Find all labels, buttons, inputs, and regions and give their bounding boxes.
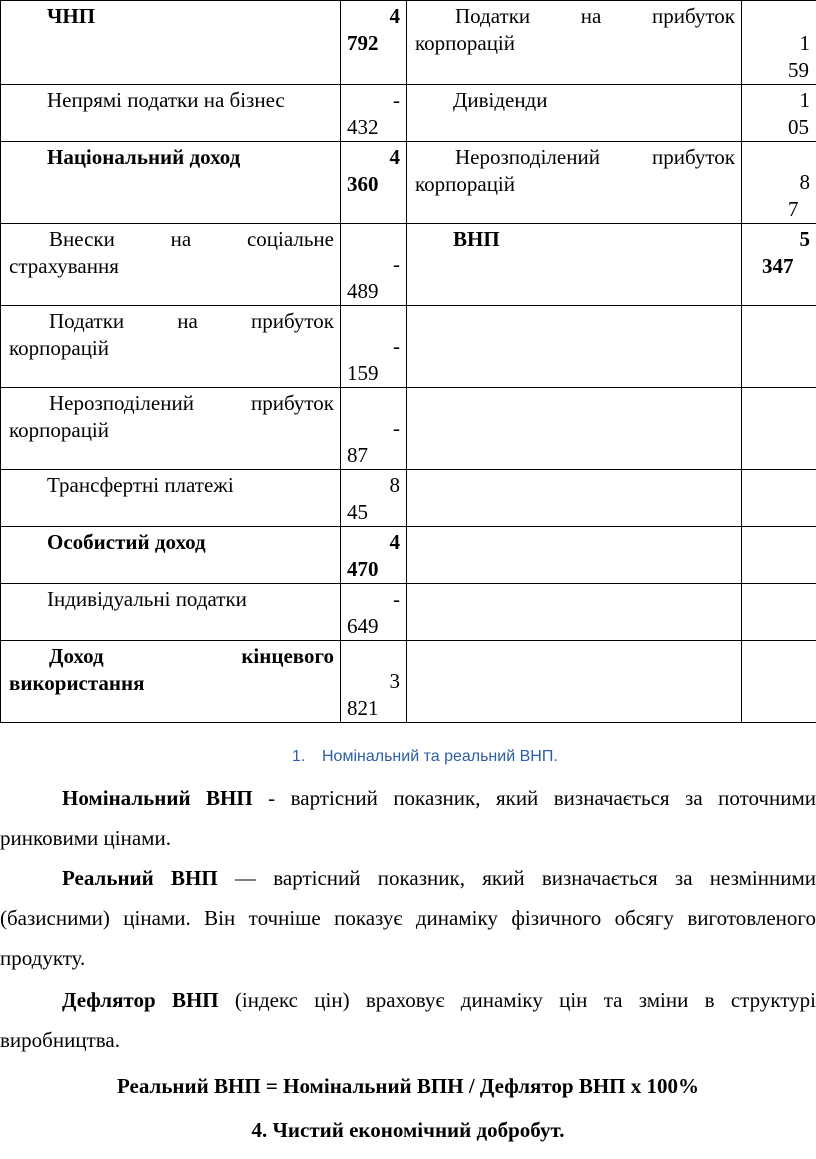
table-cell xyxy=(742,388,816,470)
table-row xyxy=(1,527,816,584)
table-cell: Нерозподілений прибуток корпорацій xyxy=(407,142,742,224)
paragraph-deflator: Дефлятор ВНП (індекс цін) враховує динаміку цін та зміни в структурі виробництва. xyxy=(0,988,816,1052)
table-cell: ЧНП xyxy=(1,1,341,85)
table-row xyxy=(1,1,816,85)
table-cell: Індивідуальні податки xyxy=(1,584,341,641)
table-cell: 8 45 xyxy=(341,470,407,527)
table-cell: 4 792 xyxy=(341,1,407,85)
table-row xyxy=(1,641,816,723)
table-cell xyxy=(407,527,742,584)
table-cell xyxy=(742,306,816,388)
table-cell: 4 360 xyxy=(341,142,407,224)
table-cell: Трансфертні платежі xyxy=(1,470,341,527)
table-cell: 3 821 xyxy=(341,641,407,723)
table-row xyxy=(1,142,816,224)
table-cell: 5 347 xyxy=(742,224,816,306)
table-cell: Внески на соціальне страхування xyxy=(1,224,341,306)
table-cell: ВНП xyxy=(407,224,742,306)
table-cell xyxy=(407,388,742,470)
table-row xyxy=(1,584,816,641)
table-cell xyxy=(407,584,742,641)
table-cell: Нерозподілений прибуток корпорацій xyxy=(1,388,341,470)
table-cell: - 489 xyxy=(341,224,407,306)
table-cell: - 649 xyxy=(341,584,407,641)
table-cell: Непрямі податки на бізнес xyxy=(1,85,341,142)
paragraph-nominal-gnp: Номінальний ВНП - вартісний показник, який визначається за поточними ринковими цінами. xyxy=(0,786,816,850)
formula: Реальний ВНП = Номінальний ВПН / Дефлятор ВНП х 100% xyxy=(116,1074,699,1098)
table-cell xyxy=(742,584,816,641)
table-cell: Особистий доход xyxy=(1,527,341,584)
table-cell: 4 470 xyxy=(341,527,407,584)
table-cell: - 159 xyxy=(341,306,407,388)
table-row xyxy=(1,306,816,388)
table-cell: - 432 xyxy=(341,85,407,142)
table-cell: 1 05 xyxy=(742,85,816,142)
table-cell: - 87 xyxy=(341,388,407,470)
table-row xyxy=(1,85,816,142)
table-cell: 1 59 xyxy=(742,1,816,85)
table-row xyxy=(1,470,816,527)
table-cell: Національний доход xyxy=(1,142,341,224)
table-cell xyxy=(407,306,742,388)
section-heading: 1. Номінальний та реальний ВНП. xyxy=(292,748,558,765)
section-title: 4. Чистий економічний добробут. xyxy=(251,1118,565,1142)
table-cell xyxy=(742,527,816,584)
table-cell: 8 7 xyxy=(742,142,816,224)
table-cell xyxy=(742,470,816,527)
table-cell: Доход кінцевого використання xyxy=(1,641,341,723)
table-cell xyxy=(742,641,816,723)
table-cell xyxy=(407,470,742,527)
table-cell: Податки на прибуток корпорацій xyxy=(1,306,341,388)
table-row xyxy=(1,224,816,306)
table-cell xyxy=(407,641,742,723)
table-cell: Податки на прибуток корпорацій xyxy=(407,1,742,85)
table-cell: Дивіденди xyxy=(407,85,742,142)
paragraph-real-gnp: Реальний ВНП — вартісний показник, який визначається за незмінними (базисними) цінами. Він точніше показує динаміку фізичного обсягу виготовленого продукту. xyxy=(0,866,816,970)
table-row xyxy=(1,388,816,470)
